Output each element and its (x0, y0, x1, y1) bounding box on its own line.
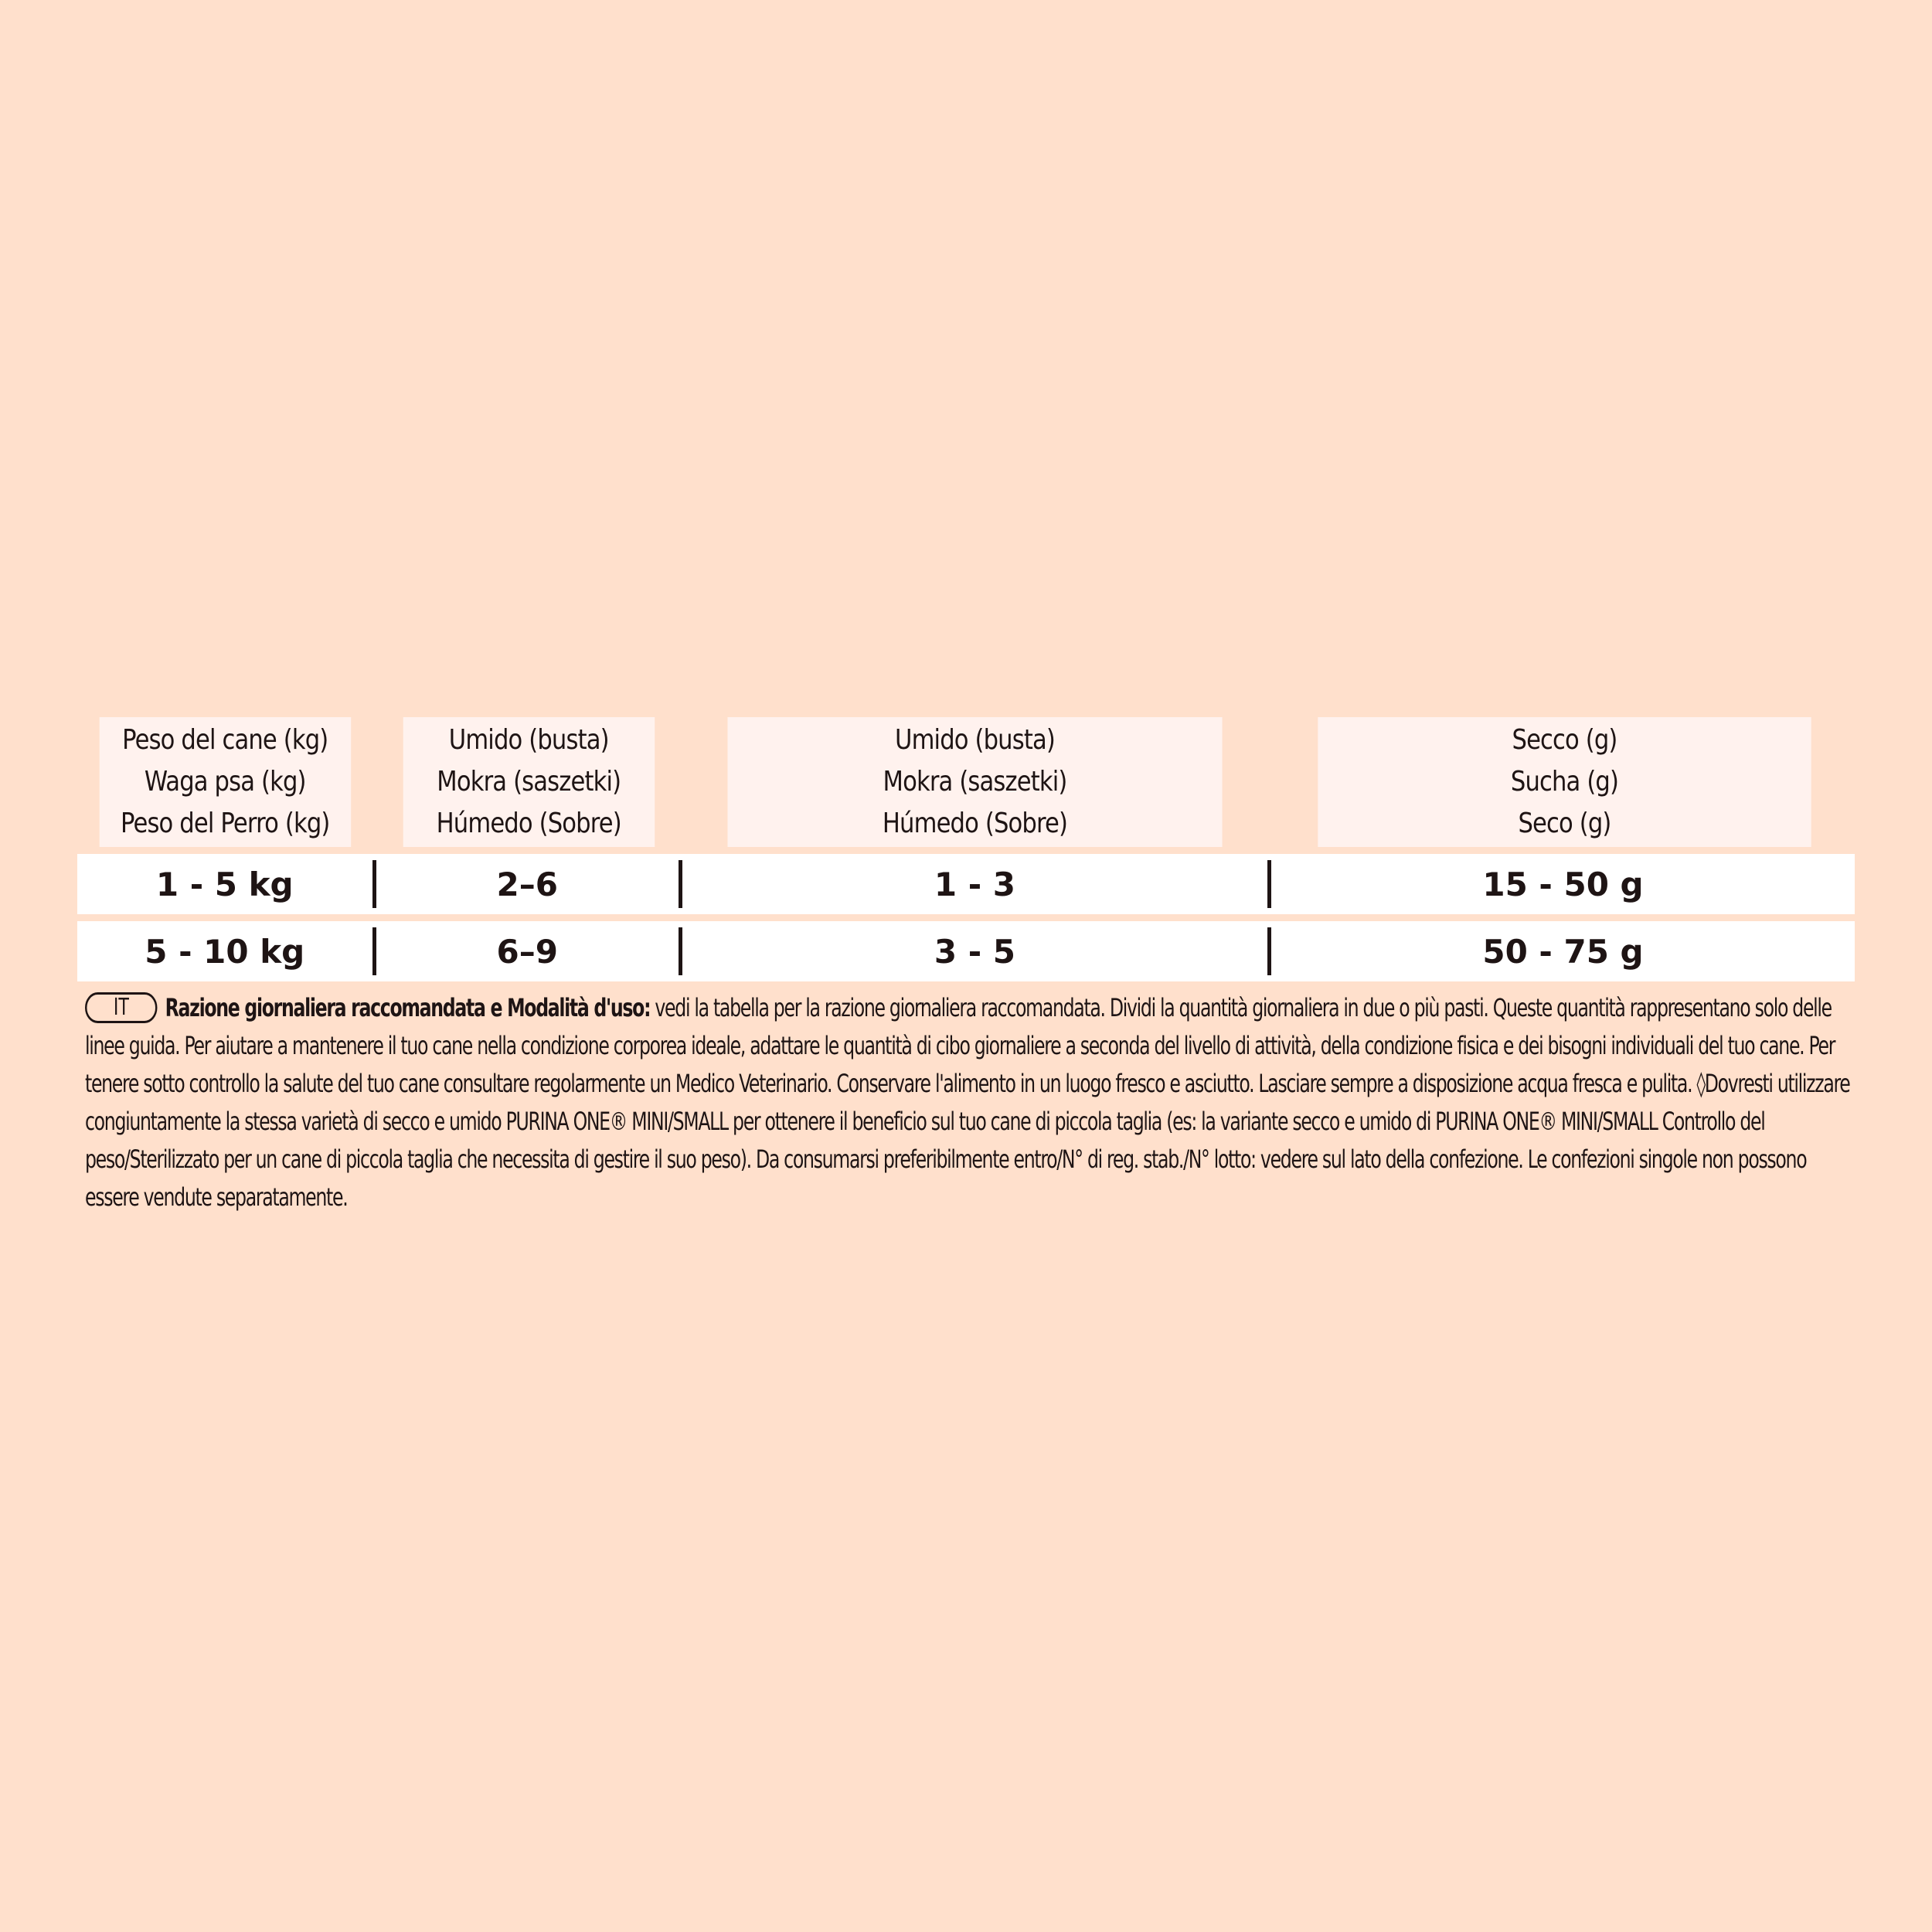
header-line: Umido (busta) (895, 724, 1055, 756)
cell-dry-food: 15 - 50 g (1482, 865, 1644, 903)
table-row (77, 921, 1855, 981)
header-wet-food-b (727, 717, 1222, 847)
header-line: Húmedo (Sobre) (882, 808, 1068, 839)
notes-lead: Razione giornaliera raccomandata e Modalità d'uso: (165, 993, 651, 1022)
header-dry-food (1318, 717, 1811, 847)
table-header-row (77, 717, 1855, 847)
header-line: Umido (busta) (448, 724, 609, 756)
header-line: Mokra (saszetki) (883, 766, 1067, 798)
header-line: Mokra (saszetki) (436, 766, 621, 798)
table-row (77, 854, 1855, 914)
header-line: Peso del Perro (kg) (120, 808, 330, 839)
feeding-table (77, 717, 1855, 981)
cell-dog-weight: 5 - 10 kg (145, 932, 305, 971)
header-line: Sucha (g) (1510, 766, 1619, 798)
cell-dog-weight: 1 - 5 kg (155, 865, 294, 903)
header-line: Waga psa (kg) (144, 766, 306, 798)
cell-wet-food-b: 3 - 5 (934, 932, 1016, 971)
cell-wet-food-a: 2–6 (496, 865, 558, 903)
cell-wet-food-a: 6–9 (496, 932, 558, 971)
cell-dry-food: 50 - 75 g (1482, 932, 1644, 971)
header-wet-food-a (403, 717, 654, 847)
usage-notes (85, 989, 1862, 1216)
header-line: Húmedo (Sobre) (436, 808, 621, 839)
header-line: Seco (g) (1518, 808, 1611, 839)
usage-notes-text (85, 989, 1853, 1216)
notes-body: vedi la tabella per la razione giornaliera raccomandata. Dividi la quantità giornaliera in due o più pasti. Queste quantità rappresentano solo delle linee guida. Per aiutare a mantenere il tuo cane nella condizione corporea ideale, adattare le quantità di cibo giornaliere a seconda del livello di attività, della condizione fisica e dei bisogni individuali del tuo cane. Per tenere sotto controllo la salute del tuo cane consultare regolarmente un Medico Veterinario. Conservare l'alimento in un luogo fresco e asciutto. Lasciare sempre a disposizione acqua fresca e pulita. ◊Dovresti utilizzare congiuntamente la stessa varietà di secco e umido PURINA ONE® MINI/SMALL per ottenere il beneficio sul tuo cane di piccola taglia (es: la variante secco e umido di PURINA ONE® MINI/SMALL Controllo del peso/Sterilizzato per un cane di piccola taglia che necessita di gestire il suo peso). Da consumarsi preferibilmente entro/N° di reg. stab./N° lotto: vedere sul lato della confezione. Le confezioni singole non possono essere vendute separatamente. (85, 993, 1850, 1212)
header-line: Secco (g) (1512, 724, 1617, 756)
cell-wet-food-b: 1 - 3 (934, 865, 1016, 903)
language-badge: IT (85, 992, 158, 1023)
header-line: Peso del cane (kg) (122, 724, 328, 756)
header-dog-weight (100, 717, 351, 847)
